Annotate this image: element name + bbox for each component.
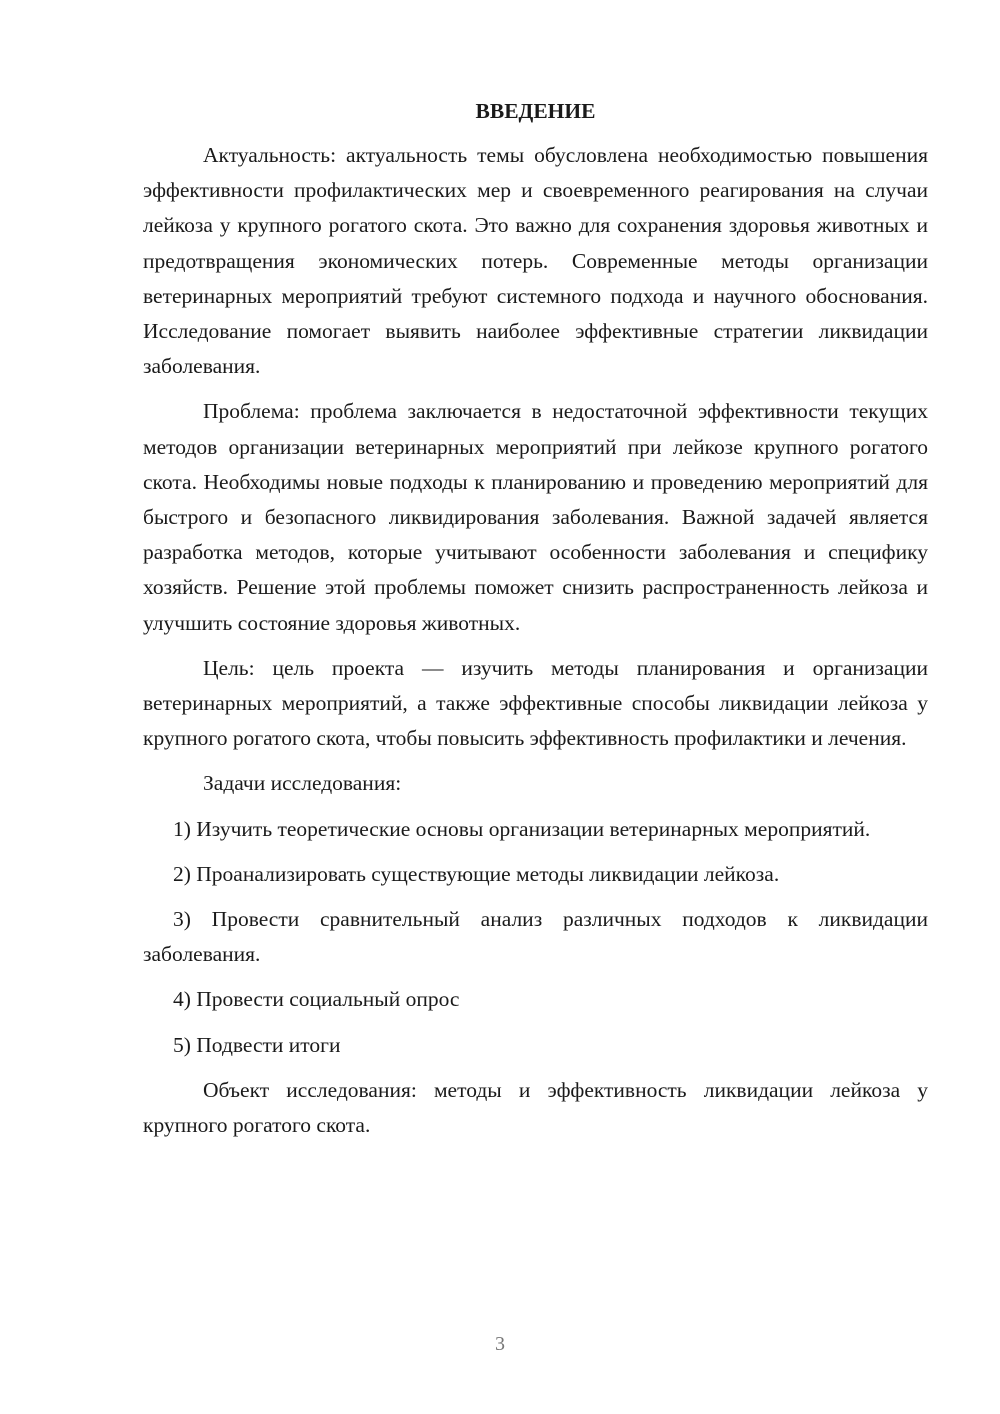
document-page <box>143 94 928 1143</box>
section-title: ВВЕДЕНИЕ <box>475 99 596 123</box>
paragraph-relevance: Актуальность: актуальность темы обусловлена необходимостью повышения эффективности профилактических мер и своевременного реагирования на случаи лейкоза у крупного рогатого скота. Это важно для сохранения здоровья животных и предотвращения экономических потерь. Современные методы организации ветеринарных мероприятий требуют системного подхода и научного обоснования. Исследование помогает выявить наиболее эффективные стратегии ликвидации заболевания. <box>143 143 928 379</box>
task-item-4: 4) Провести социальный опрос <box>173 987 460 1012</box>
task-item-3: 3) Провести сравнительный анализ различных подходов к ликвидации заболевания. <box>143 907 928 967</box>
tasks-heading: Задачи исследования: <box>203 771 402 796</box>
paragraph-object: Объект исследования: методы и эффективность ликвидации лейкоза у крупного рогатого скота. <box>143 1077 928 1138</box>
task-item-2: 2) Проанализировать существующие методы ликвидации лейкоза. <box>173 861 780 886</box>
task-item-5: 5) Подвести итоги <box>173 1032 341 1057</box>
page-number: 3 <box>495 1333 505 1355</box>
task-item-1: 1) Изучить теоретические основы организации ветеринарных мероприятий. <box>173 816 871 841</box>
paragraph-goal: Цель: цель проекта — изучить методы планирования и организации ветеринарных мероприятий, а также эффективные способы ликвидации лейкоза у крупного рогатого скота, чтобы повысить эффективность профилактики и лечения. <box>143 655 928 751</box>
paragraph-problem: Проблема: проблема заключается в недостаточной эффективности текущих методов организации ветеринарных мероприятий при лейкозе крупного рогатого скота. Необходимы новые подходы к планированию и проведению мероприятий для быстрого и безопасного ликвидирования заболевания. Важной задачей является разработка методов, которые учитывают особенности заболевания и специфику хозяйств. Решение этой проблемы поможет снизить распространенность лейкоза и улучшить состояние здоровья животных. <box>143 399 928 635</box>
